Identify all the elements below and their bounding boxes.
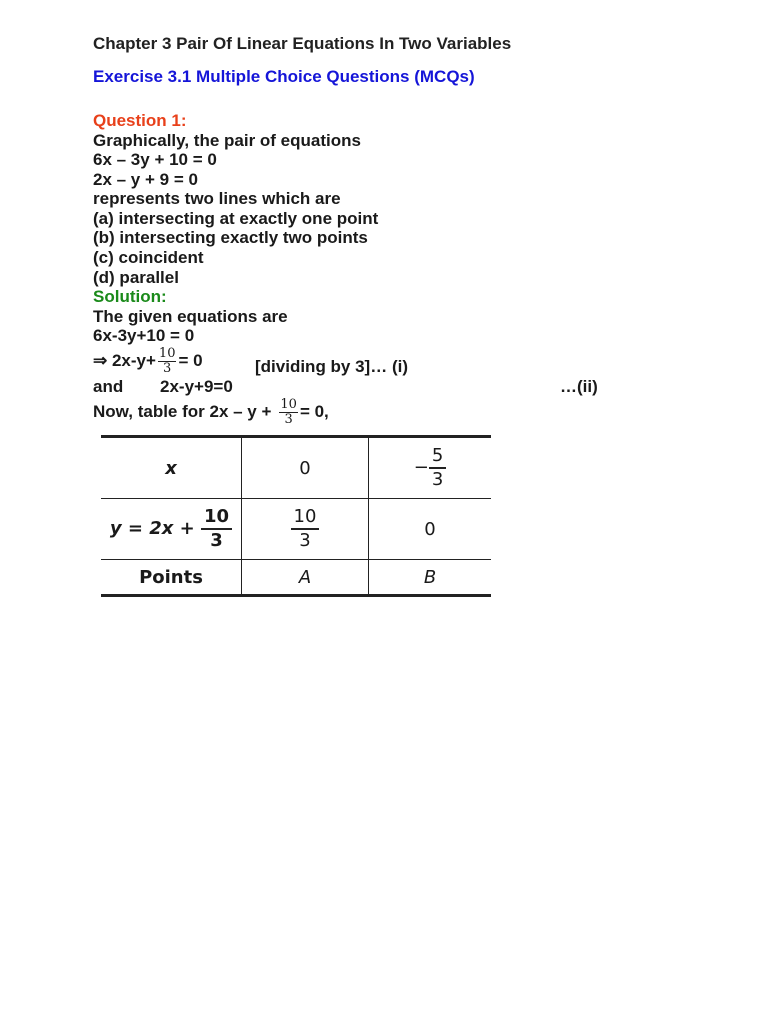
chapter-title: Chapter 3 Pair Of Linear Equations In Two Variables — [93, 34, 512, 53]
solution-line-2: 6x-3y+10 = 0 — [93, 326, 195, 345]
line3-prefix: ⇒ 2x-y+ — [93, 351, 156, 370]
fraction-denominator: 3 — [299, 530, 311, 551]
table-header-x: x — [101, 437, 242, 499]
table-cell: B — [369, 560, 492, 596]
fraction-numerator: 10 — [291, 506, 320, 530]
fraction-ten-thirds — [279, 398, 298, 427]
table-row — [101, 437, 491, 499]
fraction-numerator: 10 — [280, 397, 297, 413]
fraction-numerator: 10 — [158, 346, 176, 362]
table-cell — [369, 437, 492, 499]
table-header-y — [101, 499, 242, 560]
table-row — [101, 499, 491, 560]
fraction-numerator: 10 — [201, 506, 232, 530]
minus-sign: − — [413, 457, 429, 478]
line3-note: [dividing by 3]… (i) — [255, 357, 408, 376]
line4-tag: …(ii) — [560, 377, 598, 396]
fraction-ten-thirds — [158, 347, 177, 376]
fraction-denominator: 3 — [210, 530, 223, 551]
solution-label: Solution: — [93, 287, 167, 306]
fraction — [201, 506, 232, 552]
table-cell — [242, 499, 369, 560]
line4-prefix: and — [93, 377, 124, 396]
table-cell: 0 — [369, 499, 492, 560]
question-label: Question 1: — [93, 111, 187, 130]
solution-line-1: The given equations are — [93, 307, 288, 326]
option-c: (c) coincident — [93, 248, 204, 267]
table-cell: 0 — [242, 437, 369, 499]
fraction-denominator: 3 — [163, 361, 172, 377]
line5-suffix: = 0, — [299, 402, 329, 421]
question-stem: represents two lines which are — [93, 189, 341, 208]
option-b: (b) intersecting exactly two points — [93, 228, 368, 247]
option-a: (a) intersecting at exactly one point — [93, 209, 379, 228]
values-table — [101, 435, 491, 597]
solution-line-5 — [93, 396, 329, 428]
fraction-denominator: 3 — [431, 469, 444, 490]
table-header-points: Points — [101, 560, 242, 596]
line3-suffix: = 0 — [178, 351, 203, 370]
exercise-title: Exercise 3.1 Multiple Choice Questions (MCQs) — [93, 67, 475, 86]
question-equation-1: 6x – 3y + 10 = 0 — [93, 150, 217, 169]
solution-line-3 — [93, 345, 203, 377]
line4-equation: 2x-y+9=0 — [160, 377, 233, 396]
line5-prefix: Now, table for 2x – y + — [93, 402, 272, 421]
question-equation-2: 2x – y + 9 = 0 — [93, 170, 198, 189]
fraction-denominator: 3 — [284, 412, 293, 428]
table-cell: A — [242, 560, 369, 596]
fraction-numerator: 5 — [429, 445, 446, 469]
question-intro: Graphically, the pair of equations — [93, 131, 361, 150]
fraction — [291, 506, 320, 552]
table-row — [101, 560, 491, 596]
fraction — [429, 445, 446, 491]
option-d: (d) parallel — [93, 268, 179, 287]
y-equation: y = 2x + — [109, 518, 195, 539]
